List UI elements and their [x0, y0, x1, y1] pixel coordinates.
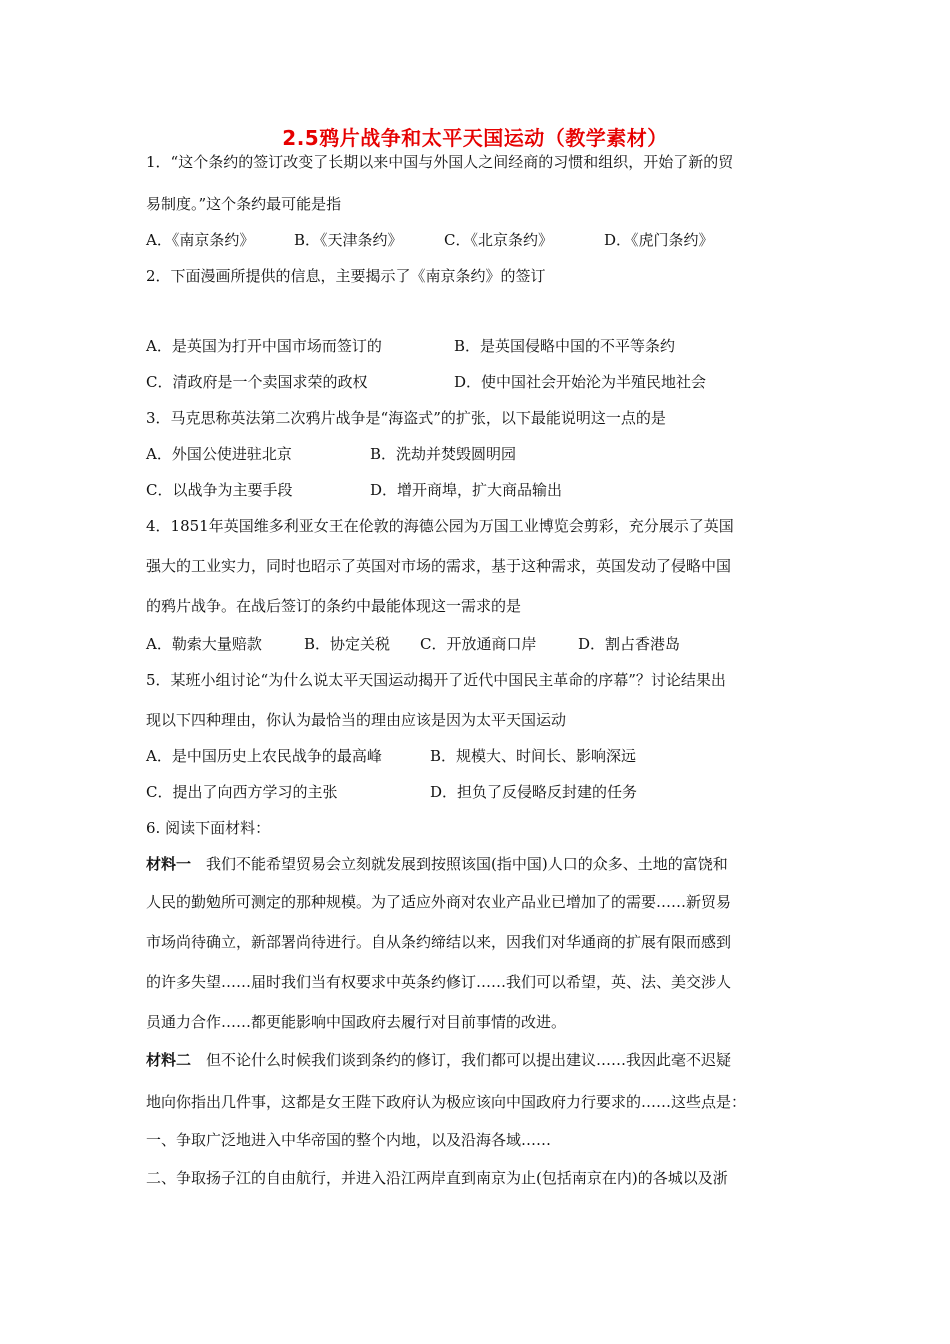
material-1-label: 材料一: [146, 855, 192, 873]
q4-stem-line-1: 4．1851年英国维多利亚女王在伦敦的海德公园为万国工业博览会剪彩，充分展示了英国: [146, 517, 734, 535]
material-2-line-3: 一、争取广泛地进入中华帝国的整个内地，以及沿海各域……: [146, 1131, 552, 1149]
material-1-line-5: 员通力合作……都更能影响中国政府去履行对目前事情的改进。: [146, 1013, 567, 1031]
q2-option-c: C．清政府是一个卖国求荣的政权: [146, 373, 368, 391]
material-2-text-1: 但不论什么时候我们谈到条约的修订，我们都可以提出建议……我因此毫不迟疑: [191, 1051, 732, 1069]
q4-option-d: D．割占香港岛: [578, 635, 681, 653]
q5-option-a: A．是中国历史上农民战争的最高峰: [146, 747, 382, 765]
q1-option-b: B．《天津条约》: [294, 231, 403, 249]
material-2-label: 材料二: [146, 1051, 192, 1069]
q4-option-b: B．协定关税: [304, 635, 391, 653]
q4-option-c: C．开放通商口岸: [420, 635, 537, 653]
q4-option-a: A．勒索大量赔款: [146, 635, 262, 653]
q2-option-b: B．是英国侵略中国的不平等条约: [454, 337, 676, 355]
q1-option-d: D．《虎门条约》: [604, 231, 714, 249]
q3-option-d: D．增开商埠，扩大商品输出: [370, 481, 563, 499]
material-2-line-4: 二、争取扬子江的自由航行，并进入沿江两岸直到南京为止(包括南京在内)的各城以及浙: [146, 1169, 728, 1187]
material-2-line-1: [146, 1050, 731, 1070]
material-1-line-1: [146, 854, 728, 874]
q1-option-a: A．《南京条约》: [146, 231, 255, 249]
q5-stem-line-1: 5．某班小组讨论“为什么说太平天国运动揭开了近代中国民主革命的序幕”？讨论结果出: [146, 671, 726, 689]
q4-stem-line-2: 强大的工业实力，同时也昭示了英国对市场的需求，基于这种需求，英国发动了侵略中国: [146, 557, 732, 575]
q2-option-a: A．是英国为打开中国市场而签订的: [146, 337, 382, 355]
q3-option-b: B．洗劫并焚毁圆明园: [370, 445, 517, 463]
q4-stem-line-3: 的鸦片战争。在战后签订的条约中最能体现这一需求的是: [146, 597, 522, 615]
q3-option-c: C．以战争为主要手段: [146, 481, 293, 499]
q1-stem-line-1: 1．“这个条约的签订改变了长期以来中国与外国人之间经商的习惯和组织，开始了新的贸: [146, 153, 734, 171]
q5-option-c: C．提出了向西方学习的主张: [146, 783, 338, 801]
q1-option-c: C．《北京条约》: [444, 231, 553, 249]
document-title: 2.5鸦片战争和太平天国运动（教学素材）: [282, 126, 668, 150]
material-1-line-4: 的许多失望……届时我们当有权要求中英条约修订……我们可以希望，英、法、美交涉人: [146, 973, 732, 991]
q5-stem-line-2: 现以下四种理由，你认为最恰当的理由应该是因为太平天国运动: [146, 711, 567, 729]
material-1-line-2: 人民的勤勉所可测定的那种规模。为了适应外商对农业产品业已增加了的需要……新贸易: [146, 893, 732, 911]
q2-option-d: D．使中国社会开始沦为半殖民地社会: [454, 373, 707, 391]
material-1-text-1: 我们不能希望贸易会立刻就发展到按照该国(指中国)人口的众多、土地的富饶和: [191, 855, 728, 873]
q5-option-d: D．担负了反侵略反封建的任务: [430, 783, 638, 801]
q5-option-b: B．规模大、时间长、影响深远: [430, 747, 637, 765]
q1-stem-line-2: 易制度。”这个条约最可能是指: [146, 195, 342, 213]
q2-stem: 2．下面漫画所提供的信息，主要揭示了《南京条约》的签订: [146, 267, 546, 285]
q3-stem: 3．马克思称英法第二次鸦片战争是“海盗式”的扩张，以下最能说明这一点的是: [146, 409, 666, 427]
q6-stem: 6. 阅读下面材料：: [146, 819, 271, 837]
material-2-line-2: 地向你指出几件事，这都是女王陛下政府认为极应该向中国政府力行要求的……这些点是：: [146, 1093, 747, 1111]
q3-option-a: A．外国公使进驻北京: [146, 445, 292, 463]
material-1-line-3: 市场尚待确立，新部署尚待进行。自从条约缔结以来，因我们对华通商的扩展有限而感到: [146, 933, 732, 951]
